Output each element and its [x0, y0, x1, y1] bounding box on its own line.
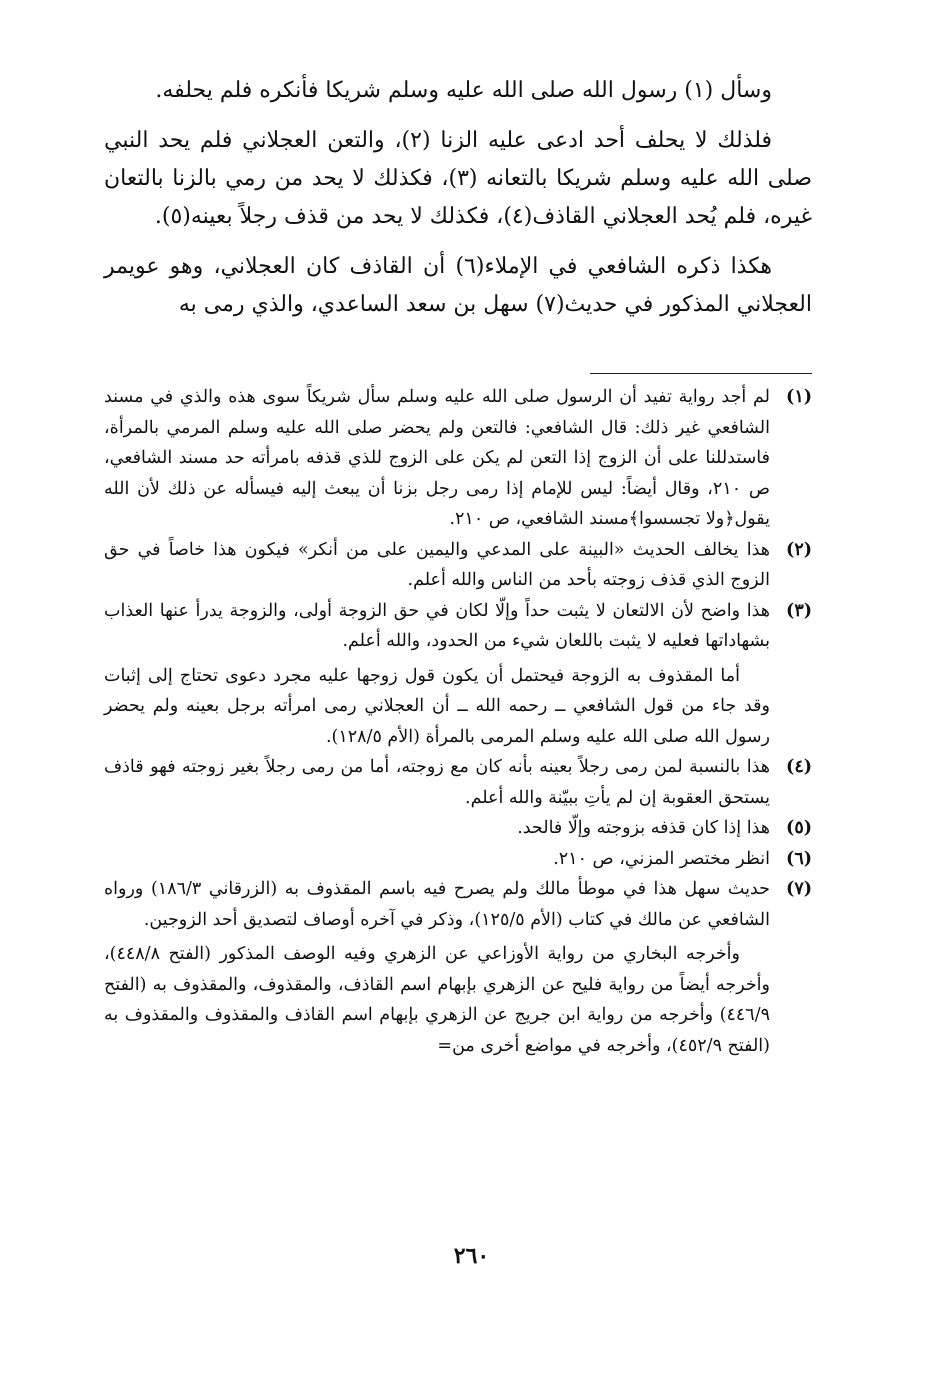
footnote-text: هذا إذا كان قذفه بزوجته وإلّا فالحد. — [517, 818, 770, 838]
footnote-text: لم أجد رواية تفيد أن الرسول صلى الله عليه وسلم سأل شريكاً سوى هذه والذي في مسند الشافعي غير ذلك: قال الشافعي: فالتعن ولم يحضر صلى الله عليه وسلم المرمي بالمرأة، فاستدللنا على أن الزوج إذا التعن لم يكن على الزوج للذي قذفه بامرأته حد مسند الشافعي، ص ٢١٠، وقال أيضاً: ليس للإمام إذا رمى رجل بزنا أن يبعث إليه فيسأله عن ذلك لأن الله يقول﴿ولا تجسسوا﴾مسند الشافعي، ص ٢١٠. — [104, 387, 770, 529]
footnotes — [104, 382, 812, 1061]
main-paragraph-1: وسأل (١) رسول الله صلى الله عليه وسلم شريكا فأنكره فلم يحلفه. — [155, 78, 772, 103]
footnote-number: (٤) — [786, 757, 812, 777]
footnote-4 — [104, 752, 812, 813]
footnote-3-continuation: أما المقذوف به الزوجة فيحتمل أن يكون قول زوجها عليه مجرد دعوى تحتاج إلى إثبات وقد جاء من قول الشافعي ــ رحمه الله ــ أن العجلاني رمى امرأته برجل بعينه ولم يحضر رسول الله صلى الله عليه وسلم المرمى بالمرأة (الأم ١٢٨/٥). — [104, 665, 770, 747]
footnote-7-continuation: وأخرجه البخاري من رواية الأوزاعي عن الزهري وفيه الوصف المذكور (الفتح ٤٤٨/٨)، وأخرجه أيضاً من رواية فليح عن الزهري بإبهام اسم القاذف، والمقذوف، والمقذوف به (الفتح ٤٤٦/٩) وأخرجه من رواية ابن جريج عن الزهري بإبهام اسم القاذف والمقذوف والمقذوف به (الفتح ٤٥٢/٩)، وأخرجه في مواضع أخرى من= — [104, 944, 770, 1056]
footnote-3 — [104, 596, 812, 657]
page-number: ٢٦٠ — [453, 1243, 490, 1269]
footnote-number: (٦) — [786, 848, 812, 869]
footnote-text: حديث سهل هذا في موطأ مالك ولم يصرح فيه باسم المقذوف به (الزرقاني ١٨٦/٣) ورواه الشافعي عن مالك في كتاب (الأم ١٢٥/٥)، وذكر في آخره أوصاف لتصديق أحد الزوجين. — [104, 879, 770, 930]
footnote-number: (٥) — [786, 818, 812, 838]
main-paragraph-2: فلذلك لا يحلف أحد ادعى عليه الزنا (٢)، والتعن العجلاني فلم يحد النبي صلى الله عليه وسلم شريكا بالتعانه (٣)، فكذلك لا يحد من رمي بالزنا بالتعان غيره، فلم يُحد العجلاني القاذف(٤)، فكذلك لا يحد من قذف رجلاً بعينه(٥). — [104, 128, 812, 229]
footnote-separator — [590, 373, 812, 374]
footnote-number: (١) — [786, 387, 812, 407]
footnote-number: (٢) — [786, 539, 812, 560]
footnote-text: هذا واضح لأن الالتعان لا يثبت حداً وإلّا لكان في حق الزوجة أولى، والزوجة يدرأ عنها العذاب بشهاداتها فعليه لا يثبت باللعان شيء من الحدود، والله أعلم. — [104, 600, 770, 651]
main-paragraph-3: هكذا ذكره الشافعي في الإملاء(٦) أن القاذف كان العجلاني، وهو عويمر العجلاني المذكور في حديث(٧) سهل بن سعد الساعدي، والذي رمى به — [104, 254, 812, 317]
footnote-text: هذا بالنسبة لمن رمى رجلاً بعينه بأنه كان مع زوجته، أما من رمى رجلاً بغير زوجته فهو قاذف يستحق العقوبة إن لم يأتِ ببيّنة والله أعلم. — [104, 757, 770, 808]
footnote-1 — [104, 382, 812, 535]
footnote-number: (٧) — [786, 879, 812, 899]
footnote-7 — [104, 874, 812, 935]
footnote-6 — [104, 844, 812, 875]
footnote-text: هذا يخالف الحديث «البينة على المدعي واليمين على من أنكر» فيكون هذا خاصاً في حق الزوج الذي قذف زوجته بأحد من الناس والله أعلم. — [104, 539, 770, 590]
footnote-text: انظر مختصر المزني، ص ٢١٠. — [553, 848, 770, 869]
footnote-number: (٣) — [786, 600, 812, 621]
footnote-5 — [104, 813, 812, 844]
main-text — [104, 72, 812, 336]
footnote-2 — [104, 535, 812, 596]
